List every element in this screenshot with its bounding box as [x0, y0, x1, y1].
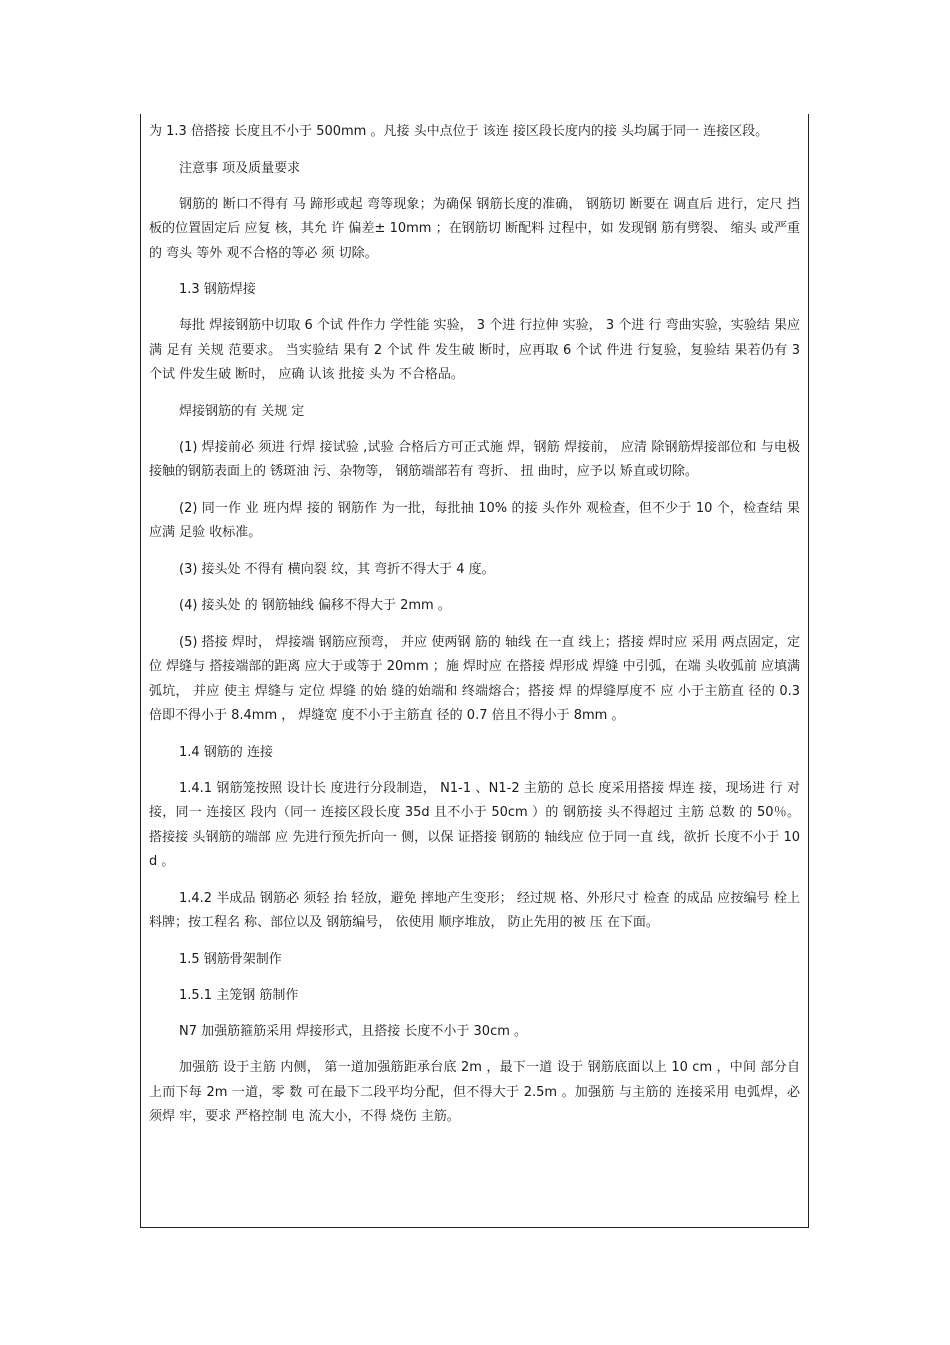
paragraph-1-4-1: 1.4.1 钢筋笼按照 设计长 度进行分段制造， N1-1 、N1-2 主筋的 总长 度采用搭接 焊连 接，现场进 行 对接，同一 连接区 段内（同一 连接区段长度 35d 且不小于 50cm ）的 钢筋接 头不得超过 主筋 总数 的 50％。搭接接 头钢筋的端部 应 先进行预先折向一 侧，以保 证搭接 钢筋的 轴线应 位于同一直 线，欲折 长度不小于 10d 。 [149, 780, 800, 869]
heading-welding-rules: 焊接钢筋的有 关规 定 [179, 403, 305, 419]
heading-1-5: 1.5 钢筋骨架制作 [179, 951, 282, 967]
paragraph-rule-2: (2) 同一作 业 班内焊 接的 钢筋作 为一批，每批抽 10% 的接 头作外 观检查，但不少于 10 个，检查结 果应满 足验 收标准。 [149, 500, 800, 540]
paragraph-n7: N7 加强筋箍筋采用 焊接形式，且搭接 长度不小于 30cm 。 [179, 1023, 528, 1039]
heading-1-3: 1.3 钢筋焊接 [179, 282, 256, 297]
paragraph-rule-4: (4) 接头处 的 钢筋轴线 偏移不得大于 2mm 。 [179, 598, 451, 613]
heading-1-5-1: 1.5.1 主笼钢 筋制作 [179, 987, 299, 1003]
heading-1-4: 1.4 钢筋的 连接 [179, 744, 273, 760]
paragraph-welding-tests: 每批 焊接钢筋中切取 6 个试 件作力 学性能 实验， 3 个进 行拉伸 实验， 3 个进 行 弯曲实验，实验结 果应满 足有 关规 范要求。 当实验结 果有 2 个试 件 发生破 断时，应再取 6 个试 件进 行复验，复验结 果若仍有 3 个试 件发生破 断时， 应确 认该 批接 头为 不合格品。 [149, 318, 800, 382]
paragraph-rule-1: (1) 焊接前必 须进 行焊 接试验 ,试验 合格后方可正式施 焊，钢筋 焊接前， 应清 除钢筋焊接部位和 与电极 接触的钢筋表面上的 锈斑油 污、杂物等， 钢筋端部若有 弯折、 扭 曲时，应予以 矫直或切除。 [149, 439, 800, 479]
paragraph-lap-length: 为 1.3 倍搭接 长度且不小于 500mm 。凡接 头中点位于 该连 接区段长度内的接 头均属于同一 连接区段。 [149, 124, 769, 139]
heading-precautions: 注意事 项及质量要求 [179, 160, 301, 176]
document-frame [140, 114, 809, 1228]
paragraph-rule-5: (5) 搭接 焊时， 焊接端 钢筋应预弯， 并应 使两钢 筋的 轴线 在一直 线上；搭接 焊时应 采用 两点固定，定位 焊缝与 搭接端部的距离 应大于或等于 20mm ；施 焊时应 在搭接 焊形成 焊缝 中引弧，在端 头收弧前 应填满 弧坑， 并应 使主 焊缝与 定位 焊缝 的始 缝的始端和 终端熔合；搭接 焊 的焊缝厚度不 应 小于主筋直 径的 0.3 倍即不得小于 8.4mm ， 焊缝宽 度不小于主筋直 径的 0.7 倍且不得小于 8mm 。 [149, 634, 800, 723]
paragraph-1-4-2: 1.4.2 半成品 钢筋必 须轻 抬 轻放，避免 摔地产生变形； 经过规 格、外形尺寸 检查 的成品 应按编号 栓上料牌；按工程名 称、部位以及 钢筋编号， 依使用 顺序堆放， 防止先用的被 压 在下面。 [149, 890, 800, 930]
paragraph-cutting: 钢筋的 断口不得有 马 蹄形或起 弯等现象；为确保 钢筋长度的准确， 钢筋切 断要在 调直后 进行，定尺 挡板的位置固定后 应复 核，其允 许 偏差± 10mm ；在钢筋切 断配料 过程中，如 发现钢 筋有劈裂、 缩头 或严重的 弯头 等外 观不合格的等必 须 切除。 [149, 196, 800, 261]
paragraph-stiffener: 加强筋 设于主筋 内侧， 第一道加强筋距承台底 2m ，最下一道 设于 钢筋底面以上 10 cm ，中间 部分自上而下每 2m 一道，零 数 可在最下二段平均分配，但不得大于 2.5m 。加强筋 与主筋的 连接采用 电弧焊，必 须焊 牢，要求 严格控制 电 流大小，不得 烧伤 主筋。 [149, 1060, 800, 1124]
paragraph-rule-3: (3) 接头处 不得有 横向裂 纹，其 弯折不得大于 4 度。 [179, 561, 495, 577]
